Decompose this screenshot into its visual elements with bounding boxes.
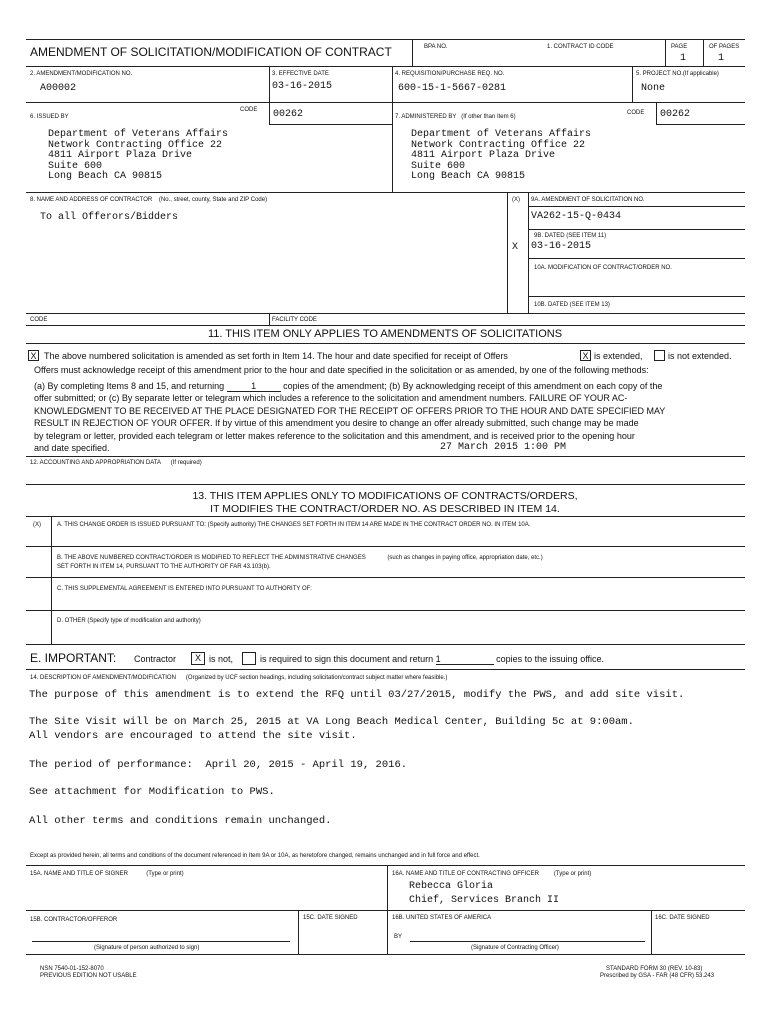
- description-label-text: 14. DESCRIPTION OF AMENDMENT/MODIFICATION: [30, 675, 176, 681]
- dated-9b-label: 9B. DATED (SEE ITEM 11): [534, 233, 607, 239]
- is-required-checkbox[interactable]: [242, 652, 256, 665]
- description-line: The Site Visit will be on March 25, 2015 at VA Long Beach Medical Center, Building 5c at 9:00am.: [29, 716, 634, 728]
- return-copies-field[interactable]: 1: [436, 655, 494, 665]
- administered-by-address: Department of Veterans Affairs Network Contracting Office 22 4811 Airport Plaza Drive Suite 600 Long Beach CA 90815: [411, 129, 592, 182]
- is-extended-checkbox[interactable]: X: [580, 350, 591, 361]
- is-extended-label: is extended,: [594, 351, 643, 361]
- project-no-value: None: [641, 83, 666, 94]
- issued-by-label: 6. ISSUED BY: [30, 114, 69, 120]
- code-label: CODE: [30, 317, 48, 323]
- item11-line5: KNOWLEDGMENT TO BE RECEIVED AT THE PLACE DESIGNATED FOR THE RECEIPT OF OFFERS PRIOR TO THE HOUR AND DATE SPECIFIED MAY: [34, 406, 666, 416]
- signer-note: (Type or print): [146, 871, 184, 877]
- effective-date-value: 03-16-2015: [272, 81, 333, 92]
- dated-10b-label: 10B. DATED (SEE ITEM 13): [534, 302, 610, 308]
- of-pages-label: OF PAGES: [709, 44, 740, 50]
- contractor-address-label: [30, 197, 267, 203]
- not-extended-label: is not extended.: [668, 351, 732, 361]
- issued-code-value: 00262: [273, 109, 304, 120]
- contractor-signature-caption: (Signature of person authorized to sign): [94, 945, 200, 951]
- amendment-solicitation-label: 9A. AMENDMENT OF SOLICITATION NO.: [531, 197, 645, 203]
- page-label: PAGE: [671, 44, 688, 50]
- item13-option-b: [57, 555, 543, 561]
- description-label: [30, 675, 447, 681]
- important-label: E. IMPORTANT:: [30, 651, 117, 665]
- date-signed-16c-label: 16C. DATE SIGNED: [655, 915, 710, 921]
- issued-by-address: Department of Veterans Affairs Network Contracting Office 22 4811 Airport Plaza Drive Suite 600 Long Beach CA 90815: [48, 129, 229, 182]
- except-statement: Except as provided herein, all terms and conditions of the document referenced in Item 9A or 10A, as heretofore changed, remains unchanged and in full force and effect.: [30, 853, 480, 859]
- accounting-label: [30, 460, 202, 466]
- description-line: All vendors are encouraged to attend the site visit.: [29, 730, 357, 742]
- description-line: The purpose of this amendment is to extend the RFQ until 03/27/2015, modify the PWS, and add site visit.: [29, 689, 685, 701]
- description-line: All other terms and conditions remain unchanged.: [29, 815, 332, 827]
- contractor-address-value: To all Offerors/Bidders: [40, 212, 179, 223]
- item11-line2: Offers must acknowledge receipt of this amendment prior to the hour and date specified in the solicitation or as amended, by one of the following methods:: [34, 365, 649, 375]
- copies-field[interactable]: 1: [227, 382, 281, 392]
- officer-label-text: 16A. NAME AND TITLE OF CONTRACTING OFFICER: [392, 871, 539, 877]
- item13-option-a: A. THIS CHANGE ORDER IS ISSUED PURSUANT TO: (Specify authority) THE CHANGES SET FORTH IN ITEM 14 ARE MADE IN THE CONTRACT ORDER NO. IN ITEM 10A.: [57, 522, 531, 528]
- standard-form-label: STANDARD FORM 30 (REV. 10-83): [606, 966, 703, 972]
- item13-option-b-note: (such as changes in paying office, appropriation date, etc.): [387, 555, 543, 561]
- signer-label-text: 15A. NAME AND TITLE OF SIGNER: [30, 871, 128, 877]
- description-line: See attachment for Modification to PWS.: [29, 786, 275, 798]
- administered-by-note: (If other than Item 6): [461, 114, 516, 120]
- amended-checkbox[interactable]: X: [28, 350, 39, 361]
- item11-line6: RESULT IN REJECTION OF YOUR OFFER. If by virtue of this amendment you desire to change an offer already submitted, such change may be made: [34, 418, 639, 428]
- administered-by-label-text: 7. ADMINISTERED BY: [395, 114, 457, 120]
- page-value: 1: [680, 53, 687, 64]
- item11-line3b: copies of the amendment; (b) By acknowledging receipt of this amendment on each copy of the: [283, 381, 663, 391]
- amendment-no-value: A00002: [40, 83, 77, 94]
- of-pages-value: 1: [718, 53, 725, 64]
- item13-heading-1: 13. THIS ITEM APPLIES ONLY TO MODIFICATIONS OF CONTRACTS/ORDERS,: [192, 490, 578, 502]
- not-extended-checkbox[interactable]: [654, 350, 665, 361]
- item11-line7: by telegram or letter, provided each telegram or letter makes reference to the solicitation and this amendment, and is received prior to the opening hour: [34, 431, 635, 441]
- contractor-offeror-label: 15B. CONTRACTOR/OFFEROR: [30, 917, 118, 923]
- prescribed-by-label: Prescribed by GSA - FAR (48 CFR) 53.243: [600, 973, 715, 979]
- item13-option-d: D. OTHER (Specify type of modification and authority): [57, 618, 201, 624]
- requisition-value: 600-15-1-5667-0281: [398, 83, 507, 94]
- item13-option-b-text: B. THE ABOVE NUMBERED CONTRACT/ORDER IS MODIFIED TO REFLECT THE ADMINISTRATIVE CHANGES: [57, 555, 366, 561]
- issued-code-label: CODE: [240, 107, 258, 113]
- modification-contract-label: 10A. MODIFICATION OF CONTRACT/ORDER NO.: [534, 265, 672, 271]
- facility-code-label: FACILITY CODE: [272, 317, 317, 323]
- item11-line8: and date specified.: [34, 443, 110, 453]
- officer-title: Chief, Services Branch II: [409, 895, 560, 906]
- contractor-address-note: (No., street, county, State and ZIP Code): [158, 197, 268, 203]
- effective-date-label: 3. EFFECTIVE DATE: [272, 71, 329, 77]
- item11-line3a: (a) By completing Items 8 and 15, and returning: [34, 381, 225, 391]
- officer-label: [392, 871, 591, 877]
- requisition-label: 4. REQUISITION/PURCHASE REQ. NO.: [395, 71, 505, 77]
- form-title: AMENDMENT OF SOLICITATION/MODIFICATION OF CONTRACT: [30, 45, 392, 59]
- nsn-number: NSN 7540-01-152-8070: [40, 966, 104, 972]
- is-required-label: [260, 654, 604, 665]
- important-contractor: Contractor: [134, 654, 177, 664]
- officer-name: Rebecca Gloria: [409, 881, 494, 892]
- item11-line3: [34, 381, 662, 392]
- administered-by-label: [395, 114, 516, 120]
- x-column-label: (X): [512, 197, 520, 203]
- admin-code-label: CODE: [627, 110, 645, 116]
- item13-option-c: C. THIS SUPPLEMENTAL AGREEMENT IS ENTERED INTO PURSUANT TO AUTHORITY OF:: [57, 586, 312, 592]
- is-not-label: is not,: [209, 654, 234, 664]
- project-no-label: 5. PROJECT NO.(If applicable): [636, 71, 719, 77]
- previous-edition: PREVIOUS EDITION NOT USABLE: [40, 973, 137, 979]
- offer-due-date: 27 March 2015 1:00 PM: [440, 442, 567, 453]
- accounting-note: (If required): [170, 460, 202, 466]
- contractor-address-label-text: 8. NAME AND ADDRESS OF CONTRACTOR: [30, 197, 153, 203]
- amendment-solicitation-value: VA262-15-Q-0434: [531, 211, 622, 222]
- item11-line1: The above numbered solicitation is amended as set forth in Item 14. The hour and date specified for receipt of Offers: [44, 351, 508, 361]
- is-not-checkbox[interactable]: X: [191, 652, 205, 665]
- contract-id-label: 1. CONTRACT ID CODE: [547, 44, 614, 50]
- by-label: BY: [394, 934, 403, 940]
- item11-line4: offer submitted; or (c) By separate letter or telegram which includes a reference to the solicitation and amendment numbers. FAILURE OF YOUR AC-: [34, 393, 628, 403]
- item13-option-b-2: SET FORTH IN ITEM 14, PURSUANT TO THE AUTHORITY OF FAR 43.103(b).: [57, 564, 271, 570]
- copies-to-office: copies to the issuing office.: [496, 654, 605, 664]
- bpa-label: BPA NO.: [424, 44, 448, 50]
- dated-9b-mark: X: [512, 242, 519, 253]
- description-line: The period of performance: April 20, 2015 - April 19, 2016.: [29, 759, 408, 771]
- is-required-text: is required to sign this document and return: [260, 654, 434, 664]
- date-signed-15c-label: 15C. DATE SIGNED: [303, 915, 358, 921]
- united-states-label: 16B. UNITED STATES OF AMERICA: [392, 915, 492, 921]
- description-note: (Organized by UCF section headings, including solicitation/contract subject matter where feasible.): [185, 675, 448, 681]
- item13-x-label: (X): [33, 522, 41, 528]
- dated-9b-value: 03-16-2015: [531, 241, 592, 252]
- item13-heading-2: IT MODIFIES THE CONTRACT/ORDER NO. AS DESCRIBED IN ITEM 14.: [210, 503, 560, 515]
- amendment-no-label: 2. AMENDMENT/MODIFICATION NO.: [30, 71, 133, 77]
- item11-heading: 11. THIS ITEM ONLY APPLIES TO AMENDMENTS OF SOLICITATIONS: [207, 328, 563, 340]
- accounting-label-text: 12. ACCOUNTING AND APPROPRIATION DATA: [30, 460, 161, 466]
- officer-signature-caption: (Signature of Contracting Officer): [471, 945, 559, 951]
- signer-label: [30, 871, 184, 877]
- admin-code-value: 00262: [660, 109, 691, 120]
- officer-note: (Type or print): [553, 871, 592, 877]
